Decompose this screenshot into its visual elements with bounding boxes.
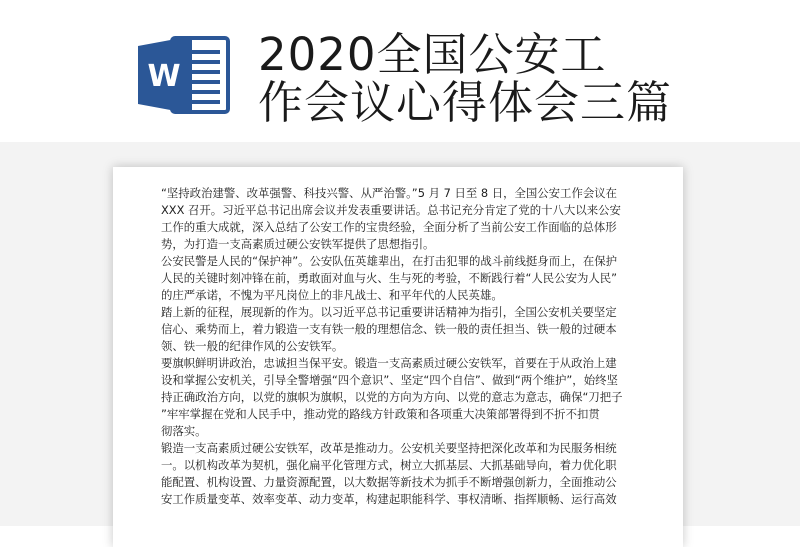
document-line: 踏上新的征程，展现新的作为。以习近平总书记重要讲话精神为指引，全国公安机关要坚定 xyxy=(161,305,617,319)
document-line: 要旗帜鲜明讲政治，忠诚担当保平安。锻造一支高素质过硬公安铁军，首要在于从政治上建 xyxy=(161,356,617,370)
title-line-1: 2020全国公安工 xyxy=(258,28,607,81)
header-banner xyxy=(0,0,800,150)
document-page xyxy=(113,167,683,547)
document-line: 设和掌握公安机关，引导全警增强“四个意识”、坚定“四个自信”、做到“两个维护”，始终坚 xyxy=(161,373,618,387)
document-line: 一。以机构改革为契机，强化扁平化管理方式，树立大抓基层、大抓基础导向，着力优化职 xyxy=(161,458,617,472)
document-line: “坚持政治建警、改革强警、科技兴警、从严治警。”5 月 7 日至 8 日，全国公安工作会议在 xyxy=(161,186,618,200)
word-document-icon xyxy=(138,34,230,116)
document-line: ”牢牢掌握在党和人民手中，推动党的路线方针政策和各项重大决策部署得到不折不扣贯 xyxy=(161,407,600,421)
title-line-2: 作会议心得体会三篇 xyxy=(258,76,673,129)
document-line: 人民的关键时刻冲锋在前，勇敢面对血与火、生与死的考验，不断践行着“人民公安为人民” xyxy=(161,271,618,285)
document-body xyxy=(161,185,641,508)
svg-text:W: W xyxy=(147,59,181,94)
document-line: 安工作质量变革、效率变革、动力变革，构建起职能科学、事权清晰、指挥顺畅、运行高效 xyxy=(161,492,617,506)
document-line: 公安民警是人民的“保护神”。公安队伍英雄辈出，在打击犯罪的战斗前线挺身而上，在保护 xyxy=(161,254,618,268)
document-line: 持正确政治方向，以党的旗帜为旗帜，以党的方向为方向、以党的意志为意志，确保“刀把子 xyxy=(161,390,623,404)
document-line: 势，为打造一支高素质过硬公安铁军提供了思想指引。 xyxy=(161,237,435,251)
document-line: 彻落实。 xyxy=(161,424,207,438)
document-line: XXX 召开。习近平总书记出席会议并发表重要讲话。总书记充分肯定了党的十八大以来公安 xyxy=(161,203,621,217)
document-line: 领、铁一般的纪律作风的公安铁军。 xyxy=(161,339,344,353)
document-line: 信心、乘势而上，着力锻造一支有铁一般的理想信念、铁一般的责任担当、铁一般的过硬本 xyxy=(161,322,617,336)
document-line: 能配置、机构设置、力量资源配置，以大数据等新技术为抓手不断增强创新力，全面推动公 xyxy=(161,475,617,489)
document-line: 的庄严承诺，不愧为平凡岗位上的非凡战士、和平年代的人民英雄。 xyxy=(161,288,503,302)
page-title xyxy=(258,28,673,129)
document-line: 工作的重大成就，深入总结了公安工作的宝贵经验，全面分析了当前公安工作面临的总体形 xyxy=(161,220,617,234)
document-line: 锻造一支高素质过硬公安铁军，改革是推动力。公安机关要坚持把深化改革和为民服务相统 xyxy=(161,441,617,455)
